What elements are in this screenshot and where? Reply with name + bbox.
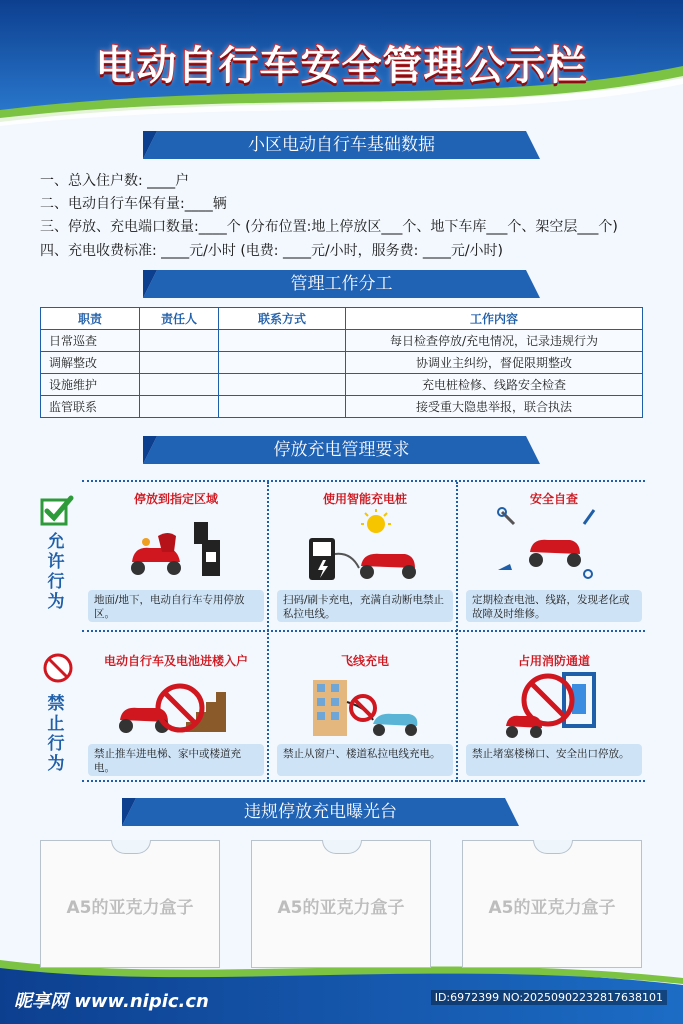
section-heading-division: 管理工作分工 xyxy=(143,270,540,298)
watermark-id: ID:6972399 NO:20250902232817638101 xyxy=(431,990,667,1005)
allowed-label: 允 许 行 为 xyxy=(47,532,65,612)
division-table xyxy=(40,307,643,418)
card-desc: 禁止推车进电梯、家中或楼道充电。 xyxy=(88,744,264,776)
table-cell: 接受重大隐患举报，联合执法 xyxy=(346,396,643,418)
section-heading-requirements: 停放充电管理要求 xyxy=(143,436,540,464)
table-cell xyxy=(219,396,346,418)
table-cell: 设施维护 xyxy=(41,374,140,396)
forbidden-card xyxy=(82,640,270,790)
info-line: 四、充电收费标准: ____元/小时 (电费: ____元/小时，服务费: ____元/小时) xyxy=(40,243,504,259)
card-title: 停放到指定区域 xyxy=(133,492,218,506)
table-row xyxy=(41,396,643,418)
table-cell: 日常巡查 xyxy=(41,330,140,352)
table-row xyxy=(41,330,643,352)
acrylic-box-slot: A5的亚克力盒子 xyxy=(251,840,431,968)
table-cell: 每日检查停放/充电情况，记录违规行为 xyxy=(346,330,643,352)
table-cell xyxy=(140,396,219,418)
table-cell xyxy=(140,352,219,374)
info-line: 二、电动自行车保有量:____辆 xyxy=(40,196,227,212)
forbidden-label: 禁 止 行 为 xyxy=(47,694,65,774)
card-desc: 扫码/刷卡充电，充满自动断电禁止私拉电线。 xyxy=(277,590,453,622)
info-line: 三、停放、充电端口数量:____个 (分布位置:地上停放区___个、地下车库___个、架空层___个) xyxy=(40,219,618,235)
table-cell xyxy=(140,374,219,396)
card-desc: 禁止从窗户、楼道私拉电线充电。 xyxy=(277,744,453,776)
section-heading-exposure: 违规停放充电曝光台 xyxy=(122,798,519,826)
smart-charger-icon xyxy=(301,508,431,584)
card-title: 安全自查 xyxy=(529,492,578,506)
card-title: 电动自行车及电池进楼入户 xyxy=(103,654,248,668)
allowed-card xyxy=(460,480,648,630)
forbidden-card xyxy=(460,640,648,790)
column-header: 工作内容 xyxy=(346,308,643,330)
allowed-card xyxy=(82,480,270,630)
prohibited-icon xyxy=(42,652,74,684)
self-check-tools-icon xyxy=(490,504,620,584)
card-title: 使用智能充电桩 xyxy=(322,492,407,506)
table-cell xyxy=(219,330,346,352)
table-row xyxy=(41,352,643,374)
acrylic-box-slot: A5的亚克力盒子 xyxy=(462,840,642,968)
table-header-row xyxy=(41,308,643,330)
table-cell xyxy=(219,374,346,396)
watermark-brand: 昵享网 www.nipic.cn xyxy=(14,991,209,1012)
section-heading-basic-data: 小区电动自行车基础数据 xyxy=(143,131,540,159)
column-header: 责任人 xyxy=(140,308,219,330)
allowed-card xyxy=(271,480,459,630)
table-cell xyxy=(219,352,346,374)
table-cell: 调解整改 xyxy=(41,352,140,374)
no-indoor-scooter-icon xyxy=(116,672,236,738)
table-cell: 监管联系 xyxy=(41,396,140,418)
table-cell: 充电桩检修、线路安全检查 xyxy=(346,374,643,396)
card-desc: 地面/地下，电动自行车专用停放区。 xyxy=(88,590,264,622)
card-title: 占用消防通道 xyxy=(517,654,590,668)
info-line: 一、总入住户数: ____户 xyxy=(40,173,190,189)
no-flying-wire-icon xyxy=(307,672,427,738)
card-title: 飞线充电 xyxy=(340,654,389,668)
column-header: 联系方式 xyxy=(219,308,346,330)
forbidden-card xyxy=(271,640,459,790)
table-row xyxy=(41,374,643,396)
divider xyxy=(82,630,645,632)
parking-scooter-icon xyxy=(122,512,232,582)
table-cell: 协调业主纠纷，督促限期整改 xyxy=(346,352,643,374)
checkbox-icon xyxy=(40,494,74,526)
table-cell xyxy=(140,330,219,352)
card-desc: 禁止堵塞楼梯口、安全出口停放。 xyxy=(466,744,642,776)
no-blocking-exit-icon xyxy=(502,668,612,740)
card-desc: 定期检查电池、线路，发现老化或故障及时维修。 xyxy=(466,590,642,622)
acrylic-box-slot: A5的亚克力盒子 xyxy=(40,840,220,968)
page-title: 电动自行车安全管理公示栏 xyxy=(95,43,588,89)
column-header: 职责 xyxy=(41,308,140,330)
